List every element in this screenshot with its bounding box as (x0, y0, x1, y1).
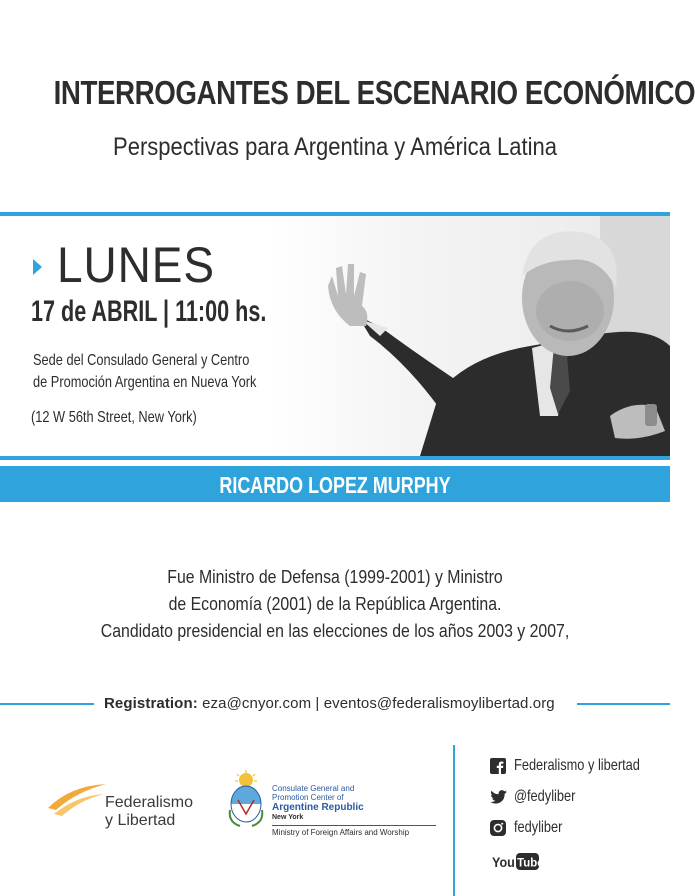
speaker-name: RICARDO LOPEZ MURPHY (219, 472, 451, 498)
play-arrow-icon (33, 259, 42, 275)
event-date-time: 17 de ABRIL | 11:00 hs. (31, 295, 267, 328)
svg-text:You: You (492, 854, 515, 871)
twitter-icon (490, 789, 507, 805)
consulate-line-1: Consulate General and (272, 784, 355, 793)
event-title: INTERROGANTES DEL ESCENARIO ECONÓMICO (53, 74, 695, 111)
footer-vertical-divider (453, 745, 455, 896)
instagram-icon (490, 820, 506, 836)
event-day: LUNES (57, 237, 215, 293)
speaker-photo (270, 216, 670, 456)
facebook-icon (490, 758, 506, 774)
speaker-bio (0, 564, 670, 645)
registration-emails[interactable]: eza@cnyor.com | eventos@federalismoylibertad.org (202, 695, 555, 712)
ministry-text: Ministry of Foreign Affairs and Worship (272, 828, 410, 837)
registration-rule-left (0, 703, 94, 705)
twitter-label: @fedyliber (514, 788, 576, 805)
middle-divider (0, 456, 670, 460)
federalismo-y-libertad-logo (46, 778, 206, 838)
speaker-banner (0, 466, 670, 502)
bio-line-3: Candidato presidencial en las elecciones de los años 2003 y 2007, (100, 621, 570, 641)
svg-text:Tube: Tube (517, 856, 544, 870)
consulate-logo (226, 770, 446, 850)
registration-label: Registration: (104, 695, 198, 712)
venue-line-2: de Promoción Argentina en Nueva York (33, 374, 257, 391)
consulate-line-4: New York (272, 814, 304, 821)
swoosh-icon (46, 778, 108, 818)
consulate-line-2: Promotion Center of (272, 793, 344, 802)
consulate-line-3: Argentine Republic (272, 802, 364, 813)
event-venue (33, 350, 256, 394)
event-subtitle: Perspectivas para Argentina y América Latina (113, 133, 557, 161)
facebook-label: Federalismo y libertad (514, 757, 640, 774)
registration-rule-right (577, 703, 670, 705)
instagram-label: fedyliber (514, 819, 563, 836)
venue-line-1: Sede del Consulado General y Centro (33, 352, 250, 369)
event-address: (12 W 56th Street, New York) (31, 409, 197, 426)
fyl-logo-text (105, 794, 193, 830)
bio-line-1: Fue Ministro de Defensa (1999-2001) y Ministro (167, 567, 503, 587)
consulate-logo-text (272, 784, 364, 822)
argentina-coat-of-arms-icon (226, 770, 266, 830)
youtube-icon[interactable] (492, 852, 544, 872)
fyl-line-2: y Libertad (105, 812, 176, 829)
fyl-line-1: Federalismo (105, 794, 194, 811)
registration-info (104, 695, 555, 712)
bio-line-2: de Economía (2001) de la República Argentina. (168, 594, 502, 614)
consulate-rule (272, 825, 436, 826)
